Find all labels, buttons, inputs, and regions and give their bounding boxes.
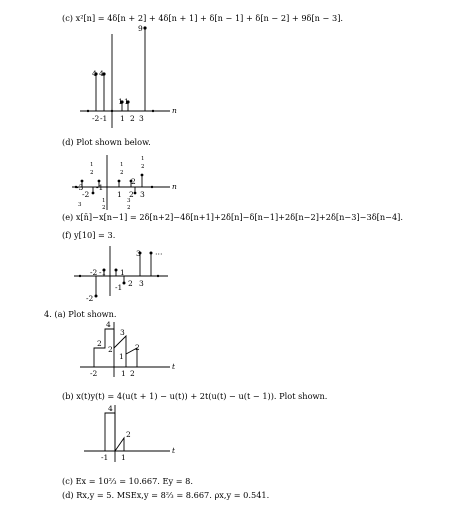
- plot-d-tick: -2: [82, 190, 90, 199]
- plot-c-tick: 3: [139, 114, 144, 123]
- plot-4b-tick: 1: [121, 453, 126, 462]
- problem-4b-text: (b) x(t)y(t) = 4(u(t + 1) − u(t)) + 2t(u(t) − u(t − 1)). Plot shown.: [62, 391, 328, 401]
- plot-d-frac-neg-num: 3: [127, 198, 131, 204]
- plot-4a-label-3: 3: [120, 328, 125, 337]
- plot-d-tick: 2: [129, 190, 134, 199]
- plot-c-tick: 2: [130, 114, 135, 123]
- plot-e-tick: -1: [99, 268, 107, 277]
- plot-d-frac-neg-num: 1: [102, 198, 106, 204]
- plot-4b-label-4: 4: [108, 404, 113, 413]
- plot-d-frac-num: 1: [141, 156, 145, 162]
- plot-e-tick: 3: [139, 279, 144, 288]
- plot-c-axis-label: n: [172, 106, 177, 115]
- stem-dots: [75, 26, 159, 297]
- plot-4b-axis-label: t: [172, 446, 176, 455]
- plot-c-label-1a: 1: [118, 97, 123, 106]
- plot-e-tick: -2: [90, 268, 98, 277]
- plot-c-label-9: 9: [138, 24, 143, 33]
- plot-4a-tick: 2: [130, 369, 135, 378]
- part-c-equation: (c) x²[n] = 4δ[n + 2] + 4δ[n + 1] + δ[n − 1] + δ[n − 2] + 9δ[n − 3].: [62, 13, 344, 23]
- plot-d-frac-den: 2: [120, 170, 124, 176]
- plot-d-frac-neg-den: 2: [127, 205, 131, 211]
- plot-e-tick: 2: [128, 279, 133, 288]
- plot-c-label-4b: 4: [99, 69, 104, 78]
- plot-d-label: 2: [131, 177, 136, 186]
- plot-d-tick: -1: [96, 183, 104, 192]
- plot-e-label-neg1: -1: [115, 283, 123, 292]
- part-d-text: (d) Plot shown below.: [62, 137, 151, 147]
- part-f-text: (f) y[10] = 3.: [62, 230, 116, 240]
- plot-4a-label-2b: 2: [108, 345, 113, 354]
- plot-4b-label-2: 2: [126, 430, 131, 439]
- problem-4d-text: (d) Rx,y = 5. MSEx,y = 8⅔ = 8.667. ρx,y = 0.541.: [62, 490, 270, 500]
- plot-d-frac-num: 1: [90, 162, 94, 168]
- plot-c-label-1b: 1: [124, 97, 129, 106]
- plot-d-frac-den: 2: [141, 164, 145, 170]
- plot-c-tick: -1: [100, 114, 108, 123]
- plot-d-frac-num: 1: [120, 162, 124, 168]
- plot-d-tick: 3: [140, 190, 145, 199]
- plot-4a-tick: -2: [90, 369, 98, 378]
- plot-d-axis-label: n: [172, 182, 177, 191]
- plot-d-frac-den: 2: [90, 170, 94, 176]
- plot-c-tick: -2: [92, 114, 100, 123]
- plot-c-stems: [80, 28, 170, 128]
- plot-d-tick: 1: [117, 190, 122, 199]
- problem-4c-text: (c) Ex = 10⅔ = 10.667. Ey = 8.: [62, 476, 193, 486]
- plot-4b-tick: -1: [101, 453, 109, 462]
- plot-d-tick: -3: [76, 183, 84, 192]
- plot-4a-label-1: 1: [119, 352, 124, 361]
- plot-e-neg-label: -2: [86, 294, 94, 303]
- plot-4a-axis-label: t: [172, 362, 176, 371]
- plot-e-dots: ⋯: [155, 249, 163, 258]
- plot-e-label-3: 3: [136, 249, 141, 258]
- plot-d-frac-3: 3: [78, 202, 82, 208]
- plot-c-label-4a: 4: [92, 69, 97, 78]
- plot-4a-label-2c: 2: [135, 343, 140, 352]
- plot-d-frac-neg-den: 2: [102, 205, 106, 211]
- plot-4a-label-2: 2: [97, 339, 102, 348]
- plot-4a-label-4: 4: [106, 320, 111, 329]
- part-e-equation: (e) x[n̄]−x[n−1] = 2δ[n+2]−4δ[n+1]+2δ[n]−δ[n−1]+2δ[n−2]+2δ[n−3]−3δ[n−4].: [62, 212, 403, 222]
- plot-e-tick: 1: [120, 268, 125, 277]
- problem-4a-text: 4. (a) Plot shown.: [44, 309, 117, 319]
- plot-4a-tick: 1: [121, 369, 126, 378]
- plot-c-tick: 1: [120, 114, 125, 123]
